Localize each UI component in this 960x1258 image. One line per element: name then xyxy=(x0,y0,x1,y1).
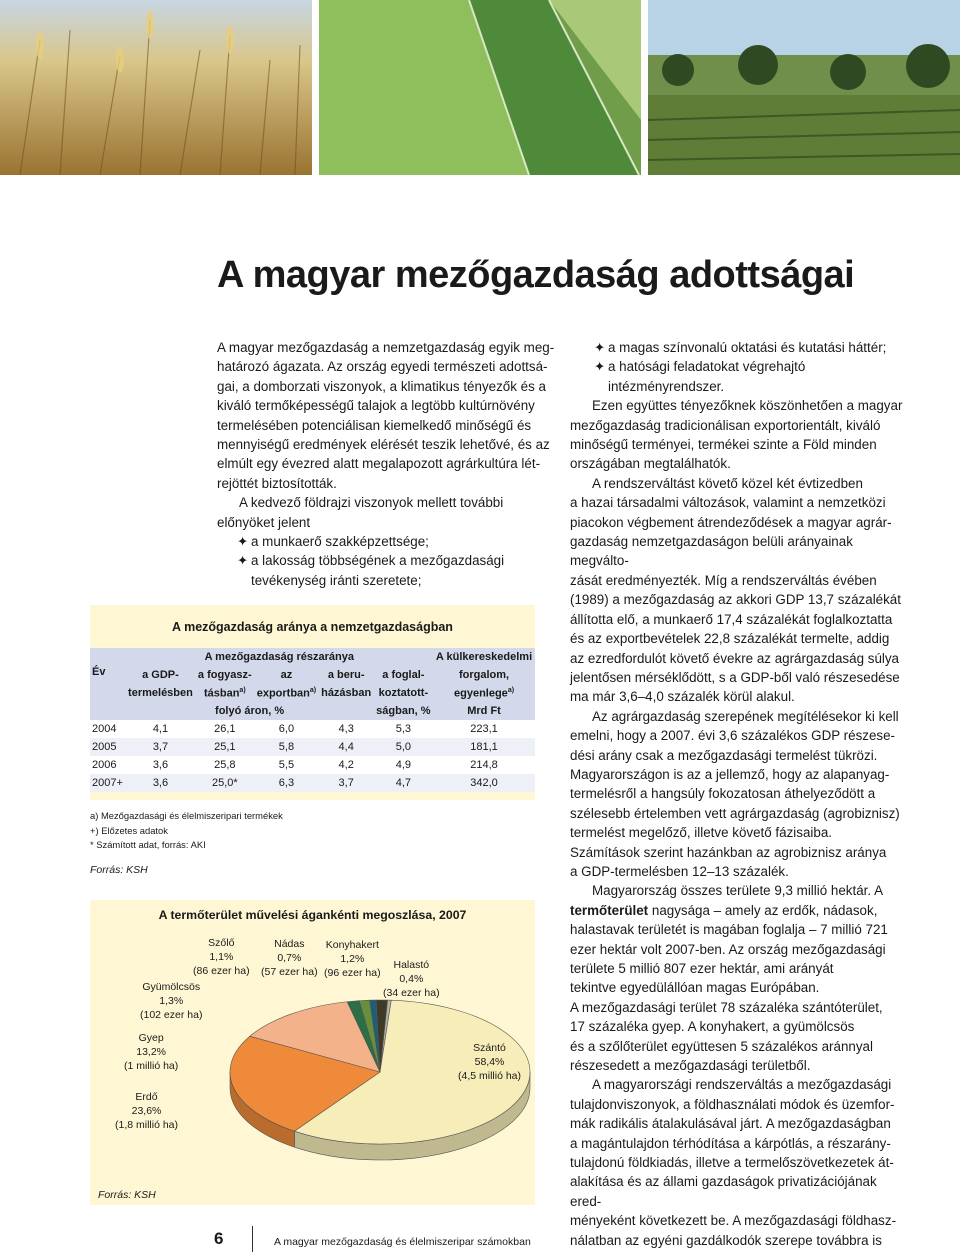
paragraph-line: Számítások szerint hazánkban az agrobiznisz aránya xyxy=(570,844,887,860)
col-header-gdp: a GDP- xyxy=(142,669,179,681)
right-text-column xyxy=(570,338,904,1250)
paragraph-line: A kedvező földrajzi viszonyok mellett további xyxy=(239,495,504,511)
col-header-fogl-3: ságban, % xyxy=(376,705,431,717)
table-title: A mezőgazdaság aránya a nemzetgazdaságban xyxy=(172,620,453,634)
bullet-item: ✦ a magas színvonalú oktatási és kutatási háttér; xyxy=(570,338,904,357)
wheat-field-photo xyxy=(0,0,312,175)
table-note: +) Előzetes adatok xyxy=(90,824,168,836)
paragraph-line: gai, a domborzati viszonyok, a klimatikus tényezők és a xyxy=(217,378,546,394)
paragraph-line: kiváló termőképességű talajok a legtöbb kultúrnövény xyxy=(217,398,535,414)
col-header-kulker-3: egyenlege$^{a)}$ xyxy=(454,686,515,700)
paragraph-line: Az agrárgazdaság szerepének megítélésekor ki kell xyxy=(592,708,899,724)
paragraph-line: 17 százaléka gyep. A konyhakert, a gyümölcsös xyxy=(570,1019,855,1035)
col-header-fogy: a fogyasz- xyxy=(197,669,252,681)
table-note: a) Mezőgazdasági és élelmiszeripari termékek xyxy=(90,810,283,821)
paragraph-line: rejöttét biztosították. xyxy=(217,475,337,491)
bullet-item: ✦ a hatósági feladatokat végrehajtó xyxy=(570,357,904,376)
paragraph-line: alakítása és az állami gazdaságok privatizációjának ered- xyxy=(570,1174,877,1209)
table-row: 2004 4,1 26,1 6,0 4,3 5,3 223,1 xyxy=(90,720,535,738)
price-label: folyó áron, % xyxy=(215,705,285,717)
label-nadas: Nádas 0,7% (57 ezer ha) xyxy=(261,938,318,978)
label-gyumolcsos: Gyümölcsös 1,3% (102 ezer ha) xyxy=(140,981,203,1021)
col-header-fogy-2: tásban$^{a)}$ xyxy=(203,686,246,700)
left-text-column xyxy=(217,338,555,590)
paragraph-line: elmúlt egy évezred alatt megalapozott agrárkultúra lét- xyxy=(217,456,541,472)
paragraph-line: A magyar mezőgazdaság a nemzetgazdaság egyik meg- xyxy=(217,340,555,355)
footer-divider xyxy=(252,1226,253,1252)
chart-source: Forrás: KSH xyxy=(98,1189,156,1201)
paragraph-line: mák radikális átalakulásával járt. A mezőgazdaságban xyxy=(570,1116,891,1132)
paragraph-line: termelésében potenciálisan kiemelkedő minőségű és xyxy=(217,417,532,433)
paragraph-line: tulajdonviszonyok, a földhasználati módok és üzemfor- xyxy=(570,1096,895,1112)
star-bullet-icon: ✦ xyxy=(594,340,606,355)
table-row: 2007+ 3,6 25,0* 6,3 3,7 4,7 342,0 xyxy=(90,774,535,792)
bullet-item: ✦ a munkaerő szakképzettsége; xyxy=(217,532,555,551)
paragraph-line: Magyarország összes területe 9,3 millió hektár. A xyxy=(592,883,884,899)
paragraph-line: ma már 3,6–4,0 százalék körül alakul. xyxy=(570,689,795,705)
paragraph-line: területe 5 millió 807 ezer hektár, ami arányát xyxy=(570,961,834,976)
paragraph-line: a GDP-termelésben 12–13 százalék. xyxy=(570,863,789,879)
col-header-beru-2: házásban xyxy=(321,687,372,699)
col-header-export: az xyxy=(280,669,293,681)
label-halasto: Halastó 0,4% (34 ezer ha) xyxy=(383,959,440,999)
col-header-export-2: exportban$^{a)}$ xyxy=(256,686,317,700)
table-header-row xyxy=(90,648,535,666)
vineyard-village-photo xyxy=(648,0,960,175)
paragraph-line: piacokon végbement átrendeződések a magyar agrár- xyxy=(570,514,892,530)
table-header-row xyxy=(90,684,535,702)
label-szanto: Szántó 58,4% (4,5 millió ha) xyxy=(458,1042,522,1082)
col-header-kulker: A külkereskedelmi xyxy=(435,651,533,663)
paragraph-line: halastavak területét is magában foglalja – 7 millió 721 xyxy=(570,922,888,938)
paragraph-line: jelentősen mérséklődött, s a GDP-ből való részesedése xyxy=(570,669,900,685)
paragraph-line: nálatban az egyéni gazdálkodók szerepe továbbra is xyxy=(570,1232,882,1248)
paragraph-line: zását eredményezték. Míg a rendszerváltás évében xyxy=(570,572,877,588)
col-group-header: A mezőgazdaság részaránya xyxy=(204,651,354,663)
table-header-row xyxy=(90,666,535,684)
table-notes xyxy=(90,809,283,853)
label-konyhakert: Konyhakert 1,2% (96 ezer ha) xyxy=(324,939,381,979)
paragraph-line: termelést megelőző, illetve követő fázisaiba. xyxy=(570,825,832,841)
paragraph-line: termőterület nagysága – amely az erdők, nádasok, xyxy=(570,902,878,918)
pie-chart-title: A termőterület művelési ágankénti megoszlása, 2007 xyxy=(158,908,467,922)
bullet-item-continuation: tevékenység iránti szeretete; xyxy=(251,572,422,588)
paragraph-line: előnyöket jelent xyxy=(217,514,311,530)
paragraph-line: országában megtalálhatók. xyxy=(570,456,731,472)
paragraph-line: ezer hektár volt 2007-ben. Az ország mezőgazdasági xyxy=(570,941,886,957)
paragraph-line: gazdaság nemzetgazdaságon belüli arányainak megválto- xyxy=(570,534,853,569)
paragraph-line: tulajdonú földkiadás, illetve a termelőszövetkezetek át- xyxy=(570,1155,894,1171)
col-header-kulker-unit: Mrd Ft xyxy=(467,705,501,717)
paragraph-line: Magyarországon is az a jellemző, hogy az alapanyag- xyxy=(570,766,890,782)
agri-share-table xyxy=(90,648,535,792)
star-bullet-icon: ✦ xyxy=(237,553,249,569)
col-header-fogl: a foglal- xyxy=(382,669,425,681)
paragraph-line: állította elő, a munkaerő 17,4 százalékát foglalkoztatta xyxy=(570,611,893,627)
page-title: A magyar mezőgazdaság adottságai xyxy=(217,254,855,296)
emphasis-termoterulet: termőterület xyxy=(570,902,649,918)
table-row: 2006 3,6 25,8 5,5 4,2 4,9 214,8 xyxy=(90,756,535,774)
paragraph-line: A magyarországi rendszerváltás a mezőgazdasági xyxy=(592,1077,892,1093)
paragraph-line: határozó ágazata. Az ország egyedi természeti adottsá- xyxy=(217,359,548,375)
table-source: Forrás: KSH xyxy=(90,864,148,876)
paragraph-line: mezőgazdaság tradicionálisan exportorientált, kiváló xyxy=(570,417,881,433)
page-number: 6 xyxy=(214,1229,224,1248)
paragraph-line: A rendszerváltást követő közel két évtizedben xyxy=(592,475,863,491)
col-header-gdp-2: termelésben xyxy=(128,687,193,699)
bullet-item-continuation: intézményrendszer. xyxy=(608,378,725,394)
paragraph-line: és az exportbevételek 22,8 százalékát termelte, addig xyxy=(570,631,890,647)
col-header-fogl-2: koztatott- xyxy=(378,687,429,699)
paragraph-line: Ezen együttes tényezőknek köszönhetően a magyar xyxy=(592,398,903,414)
table-note: * Számított adat, forrás: AKI xyxy=(90,839,206,850)
paragraph-line: A mezőgazdasági terület 78 százaléka szántóterület, xyxy=(570,999,883,1015)
paragraph-line: emelni, hogy a 2007. évi 3,6 százalékos GDP részese- xyxy=(570,728,896,744)
label-gyep: Gyep 13,2% (1 millió ha) xyxy=(124,1032,179,1072)
aerial-fields-photo xyxy=(319,0,641,175)
paragraph-line: a magántulajdon térhódítása a kárpótlás, a részarány- xyxy=(570,1135,891,1151)
paragraph-line: minőségű terményei, termékei szinte a Föld minden xyxy=(570,437,877,453)
table-row: 2005 3,7 25,1 5,8 4,4 5,0 181,1 xyxy=(90,738,535,756)
paragraph-line: a hazai társadalmi változások, valamint a nemzetközi xyxy=(570,495,886,511)
col-header-kulker: forgalom, xyxy=(458,669,510,681)
bullet-item: ✦ a lakosság többségének a mezőgazdasági xyxy=(217,551,555,570)
paragraph-line: mennyiségű eredmények elérését teszik lehetővé, és az xyxy=(217,437,550,453)
paragraph-line: az ezredfordulót követő évekre az agrárgazdaság súlya xyxy=(570,650,900,666)
paragraph-line: részesedett a mezőgazdasági területből. xyxy=(570,1058,811,1074)
table-header-row xyxy=(90,702,535,720)
col-header-ev: Év xyxy=(92,666,106,678)
star-bullet-icon: ✦ xyxy=(237,534,249,550)
paragraph-line: (1989) a mezőgazdaság az akkori GDP 13,7 százalékát xyxy=(570,592,901,608)
label-szolo: Szőlő 1,1% (86 ezer ha) xyxy=(193,937,250,977)
paragraph-line: szélesebb értelemben vett agrárgazdaság (agrobiznisz) xyxy=(570,805,900,821)
label-erdo: Erdő 23,6% (1,8 millió ha) xyxy=(115,1091,179,1131)
star-bullet-icon: ✦ xyxy=(594,359,606,375)
paragraph-line: és a szőlőterület együttesen 5 százalékos aránnyal xyxy=(570,1038,873,1054)
paragraph-line: termelésről a hangsúly fokozatosan áthelyeződött a xyxy=(570,786,876,802)
paragraph-line: ményeként következett be. A mezőgazdasági földhasz- xyxy=(570,1213,897,1229)
paragraph-line: dési arány csak a mezőgazdasági termelést tükrözi. xyxy=(570,747,878,763)
footer-text: A magyar mezőgazdaság és élelmiszeripar számokban xyxy=(274,1236,531,1248)
paragraph-line: tekintve egyedülállóan magas Európában. xyxy=(570,980,820,996)
col-header-beru: a beru- xyxy=(327,669,365,681)
